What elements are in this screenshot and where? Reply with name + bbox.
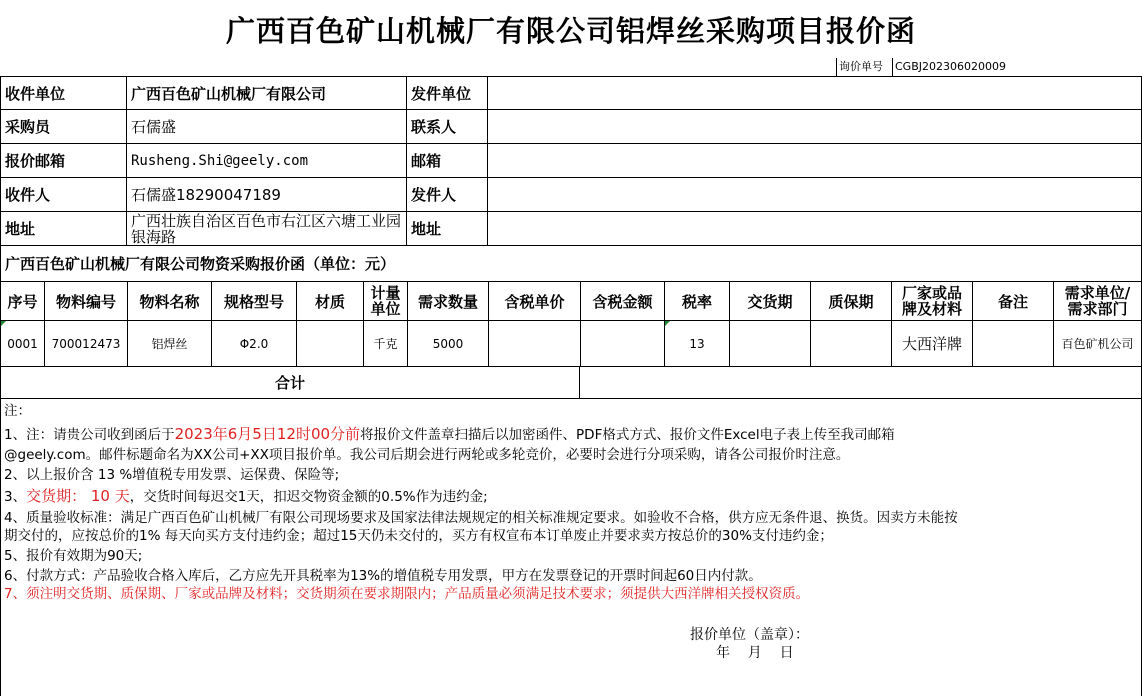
delivery-highlight: 交货期： 10 天 <box>26 487 130 505</box>
page-title: 广西百色矿山机械厂有限公司铝焊丝采购项目报价函 <box>0 0 1142 58</box>
note-3-text: 3、 <box>4 489 27 505</box>
row-material[interactable] <box>296 320 364 367</box>
inquiry-label: 询价单号 <box>836 58 892 76</box>
note-3 <box>4 487 488 506</box>
col-header: 含税金额 <box>580 281 665 321</box>
row-no: 0001 <box>0 320 45 367</box>
col-header: 计量单位 <box>363 281 408 321</box>
section-title: 广西百色矿山机械厂有限公司物资采购报价函（单位：元） <box>0 245 1142 282</box>
sender-unit-value[interactable] <box>487 76 1142 110</box>
row-code: 700012473 <box>44 320 128 367</box>
buyer-label: 采购员 <box>0 109 127 144</box>
row-unit-price[interactable] <box>488 320 581 367</box>
deadline-highlight: 2023年6月5日12时00分前 <box>174 425 361 443</box>
receiver-unit-value: 广西百色矿山机械厂有限公司 <box>126 76 407 110</box>
col-header: 税率 <box>664 281 730 321</box>
col-header: 厂家或品牌及材料 <box>891 281 973 321</box>
col-header: 需求单位/需求部门 <box>1053 281 1142 321</box>
col-header: 含税单价 <box>488 281 581 321</box>
total-label: 合计 <box>0 366 580 399</box>
total-value[interactable] <box>579 366 1142 399</box>
sender-value[interactable] <box>487 177 1142 212</box>
address-value: 广西壮族自治区百色市右江区六塘工业园银海路 <box>126 211 407 246</box>
row-brand: 大西洋牌 <box>891 320 973 367</box>
receiver-unit-label: 收件单位 <box>0 76 127 110</box>
address2-label: 地址 <box>406 211 488 246</box>
row-dept: 百色矿机公司 <box>1053 320 1142 367</box>
sender-unit-label: 发件单位 <box>406 76 488 110</box>
note-1-text-cont: 将报价文件盖章扫描后以加密函件、PDF格式方式、报价文件Excel电子表上传至我司邮箱 <box>360 427 895 443</box>
row-tax: 13 <box>664 320 730 367</box>
email-label: 报价邮箱 <box>0 143 127 178</box>
row-remark[interactable] <box>972 320 1054 367</box>
row-name: 铝焊丝 <box>127 320 212 367</box>
col-header: 序号 <box>0 281 45 321</box>
col-header: 物料名称 <box>127 281 212 321</box>
row-spec: Φ2.0 <box>211 320 297 367</box>
cell-marker <box>1 321 6 326</box>
recipient-value: 石儒盛18290047189 <box>126 177 407 212</box>
col-header: 备注 <box>972 281 1054 321</box>
row-qty: 5000 <box>407 320 489 367</box>
note-1-line2: @geely.com。邮件标题命名为XX公司+XX项目报价单。我公司后期会进行两轮或多轮竞价，必要时会进行分项采购，请各公司报价时注意。 <box>4 447 850 463</box>
col-header: 材质 <box>296 281 364 321</box>
row-amount[interactable] <box>580 320 665 367</box>
email-value: Rusheng.Shi@geely.com <box>126 143 407 178</box>
address-label: 地址 <box>0 211 127 246</box>
note-4-line2: 期交付的，应按总价的1% 每天向买方支付违约金；超过15天仍未交付的，买方有权宣布本订单废止并要求卖方按总价的30%支付违约金； <box>4 528 833 544</box>
note-2: 2、以上报价含 13 %增值税专用发票、运保费、保险等; <box>4 467 340 483</box>
note-4: 4、质量验收标准：满足广西百色矿山机械厂有限公司现场要求及国家法律法规规定的相关标准规定要求。如验收不合格，供方应无条件退、换货。因卖方未能按 <box>4 510 958 526</box>
quote-form <box>0 76 1142 696</box>
contact-label: 联系人 <box>406 109 488 144</box>
col-header: 质保期 <box>810 281 892 321</box>
contact-value[interactable] <box>487 109 1142 144</box>
col-header: 规格型号 <box>211 281 297 321</box>
col-header: 交货期 <box>729 281 811 321</box>
inquiry-number: CGBJ202306020009 <box>892 58 1142 76</box>
recipient-label: 收件人 <box>0 177 127 212</box>
signature-unit: 报价单位（盖章）： <box>690 627 809 643</box>
row-unit: 千克 <box>363 320 408 367</box>
cell-marker <box>665 321 670 326</box>
row-delivery[interactable] <box>729 320 811 367</box>
note-1-text: 1、注：请贵公司收到函后于 <box>4 427 175 443</box>
row-warranty[interactable] <box>810 320 892 367</box>
col-header: 物料编号 <box>44 281 128 321</box>
note-3-text-cont: ，交货时间每迟交1天，扣迟交物资金额的0.5%作为违约金; <box>129 489 488 505</box>
col-header: 需求数量 <box>407 281 489 321</box>
mailbox-value[interactable] <box>487 143 1142 178</box>
buyer-value: 石儒盛 <box>126 109 407 144</box>
sender-label: 发件人 <box>406 177 488 212</box>
signature-date: 年 月 日 <box>716 645 794 661</box>
note-6: 6、付款方式：产品验收合格入库后，乙方应先开具税率为13%的增值税专用发票，甲方在发票登记的开票时间起60日内付款。 <box>4 568 762 584</box>
note-1 <box>4 425 895 444</box>
notes-head: 注： <box>4 403 31 419</box>
address2-value[interactable] <box>487 211 1142 246</box>
note-5: 5、报价有效期为90天; <box>4 548 143 564</box>
note-7: 7、须注明交货期、质保期、厂家或品牌及材料；交货期须在要求期限内；产品质量必须满足技术要求；须提供大西洋牌相关授权资质。 <box>4 586 810 602</box>
mailbox-label: 邮箱 <box>406 143 488 178</box>
